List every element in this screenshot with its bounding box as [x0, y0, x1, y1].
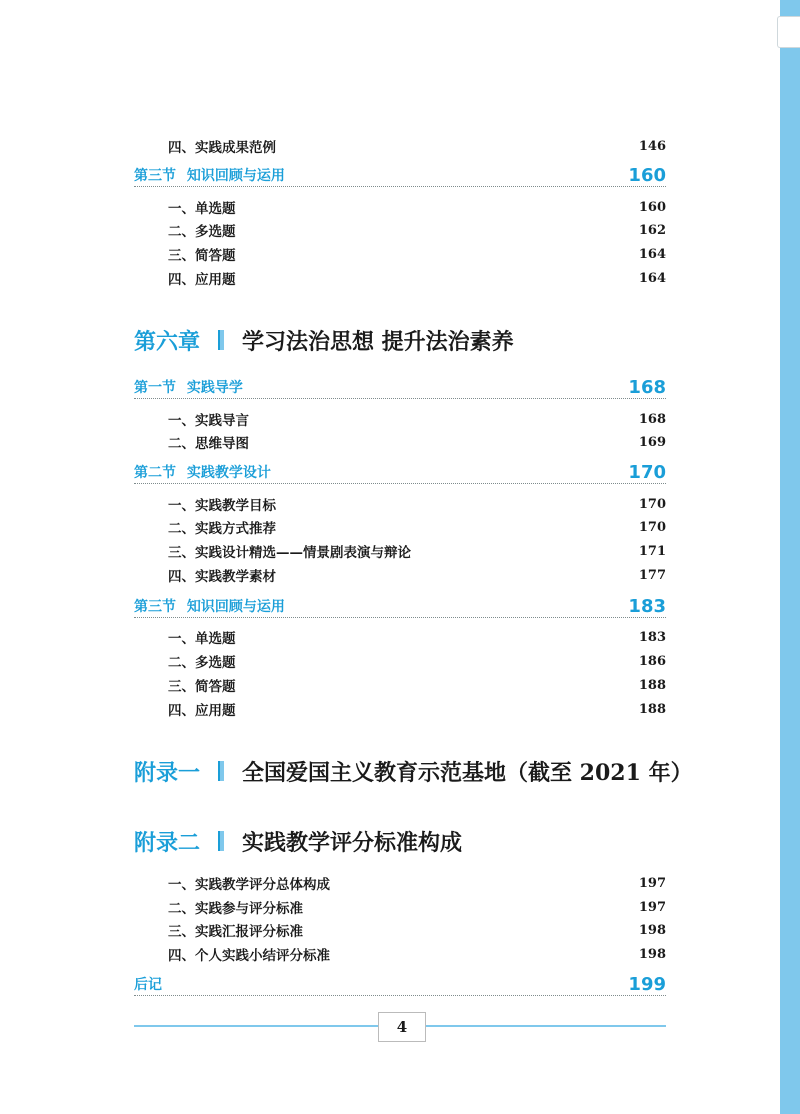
section-title: 第二节 实践教学设计 — [134, 465, 271, 481]
toc-entry-label: 二、多选题 — [168, 224, 236, 240]
toc-entry-page: 183 — [638, 629, 666, 645]
appendix-divider-bar — [218, 831, 224, 851]
toc-entry-label: 二、多选题 — [168, 655, 236, 671]
toc-entry-page: 168 — [638, 411, 666, 427]
appendix-divider-bar — [218, 761, 224, 781]
toc-entry[interactable] — [168, 872, 666, 894]
toc-entry-page: 169 — [638, 434, 666, 450]
toc-entry-label: 四、实践教学素材 — [168, 569, 276, 585]
page-corner-tab — [777, 16, 800, 48]
toc-entry-page: 164 — [638, 246, 666, 262]
toc-section-heading[interactable] — [134, 595, 666, 618]
toc-entry[interactable] — [168, 243, 666, 265]
toc-entry-label: 三、简答题 — [168, 679, 236, 695]
section-title: 后记 — [134, 977, 162, 993]
toc-entry-page: 146 — [638, 138, 666, 154]
chapter-title: 学习法治思想 提升法治素养 — [242, 328, 514, 355]
toc-entry[interactable] — [168, 516, 666, 538]
appendix-heading[interactable] — [134, 753, 693, 789]
toc-entry[interactable] — [168, 919, 666, 941]
toc-entry[interactable] — [168, 674, 666, 696]
toc-entry-label: 一、单选题 — [168, 631, 236, 647]
section-page: 160 — [628, 164, 666, 186]
toc-entry-label: 二、实践参与评分标准 — [168, 901, 303, 917]
chapter-divider-bar — [218, 330, 224, 350]
toc-entry-label: 二、思维导图 — [168, 436, 249, 452]
toc-entry[interactable] — [168, 196, 666, 218]
section-page: 170 — [628, 461, 666, 483]
section-title: 第三节 知识回顾与运用 — [134, 599, 285, 615]
toc-entry-page: 160 — [638, 199, 666, 215]
toc-entry-label: 一、实践导言 — [168, 413, 249, 429]
toc-entry[interactable] — [168, 267, 666, 289]
toc-entry-page: 164 — [638, 270, 666, 286]
toc-section-heading[interactable] — [134, 461, 666, 484]
toc-entry-page: 177 — [638, 567, 666, 583]
toc-entry-page: 188 — [638, 677, 666, 693]
toc-entry-page: 197 — [638, 899, 666, 915]
toc-entry[interactable] — [168, 219, 666, 241]
toc-entry-label: 四、个人实践小结评分标准 — [168, 948, 330, 964]
toc-entry-page: 186 — [638, 653, 666, 669]
toc-entry[interactable] — [168, 408, 666, 430]
toc-entry-label: 三、简答题 — [168, 248, 236, 264]
appendix-title: 实践教学评分标准构成 — [242, 829, 463, 856]
toc-entry[interactable] — [168, 650, 666, 672]
toc-entry-label: 四、应用题 — [168, 272, 236, 288]
footer-rule-left — [134, 1025, 378, 1027]
toc-entry[interactable] — [168, 540, 666, 562]
toc-entry[interactable] — [168, 135, 666, 157]
toc-entry-page: 188 — [638, 701, 666, 717]
toc-section-heading[interactable] — [134, 376, 666, 399]
toc-entry-label: 四、应用题 — [168, 703, 236, 719]
toc-entry-label: 三、实践汇报评分标准 — [168, 924, 303, 940]
footer-rule-right — [424, 1025, 666, 1027]
toc-entry-page: 171 — [638, 543, 666, 559]
toc-entry-page: 162 — [638, 222, 666, 238]
toc-section-heading[interactable] — [134, 973, 666, 996]
appendix-title: 全国爱国主义教育示范基地（截至 2021 年） — [242, 759, 693, 786]
toc-entry-page: 170 — [638, 519, 666, 535]
appendix-heading[interactable] — [134, 823, 462, 859]
toc-entry[interactable] — [168, 943, 666, 965]
toc-entry-page: 170 — [638, 496, 666, 512]
side-color-band — [780, 0, 800, 1114]
toc-entry-label: 三、实践设计精选——情景剧表演与辩论 — [168, 545, 411, 561]
chapter-heading[interactable] — [134, 322, 514, 358]
toc-entry[interactable] — [168, 896, 666, 918]
toc-entry-label: 二、实践方式推荐 — [168, 521, 276, 537]
toc-entry-label: 一、实践教学评分总体构成 — [168, 877, 330, 893]
section-page: 199 — [628, 973, 666, 995]
appendix-label: 附录一 — [134, 759, 201, 786]
appendix-label: 附录二 — [134, 829, 201, 856]
toc-entry[interactable] — [168, 493, 666, 515]
toc-entry-page: 198 — [638, 922, 666, 938]
toc-entry-label: 四、实践成果范例 — [168, 140, 276, 156]
toc-entry[interactable] — [168, 564, 666, 586]
chapter-label: 第六章 — [134, 328, 201, 355]
section-title: 第一节 实践导学 — [134, 380, 243, 396]
page-number: 4 — [378, 1012, 426, 1042]
section-page: 183 — [628, 595, 666, 617]
toc-entry-page: 197 — [638, 875, 666, 891]
section-page: 168 — [628, 376, 666, 398]
toc-entry[interactable] — [168, 698, 666, 720]
toc-entry-label: 一、实践教学目标 — [168, 498, 276, 514]
toc-section-heading[interactable] — [134, 164, 666, 187]
toc-entry-label: 一、单选题 — [168, 201, 236, 217]
section-title: 第三节 知识回顾与运用 — [134, 168, 285, 184]
toc-entry[interactable] — [168, 431, 666, 453]
toc-entry[interactable] — [168, 626, 666, 648]
toc-entry-page: 198 — [638, 946, 666, 962]
